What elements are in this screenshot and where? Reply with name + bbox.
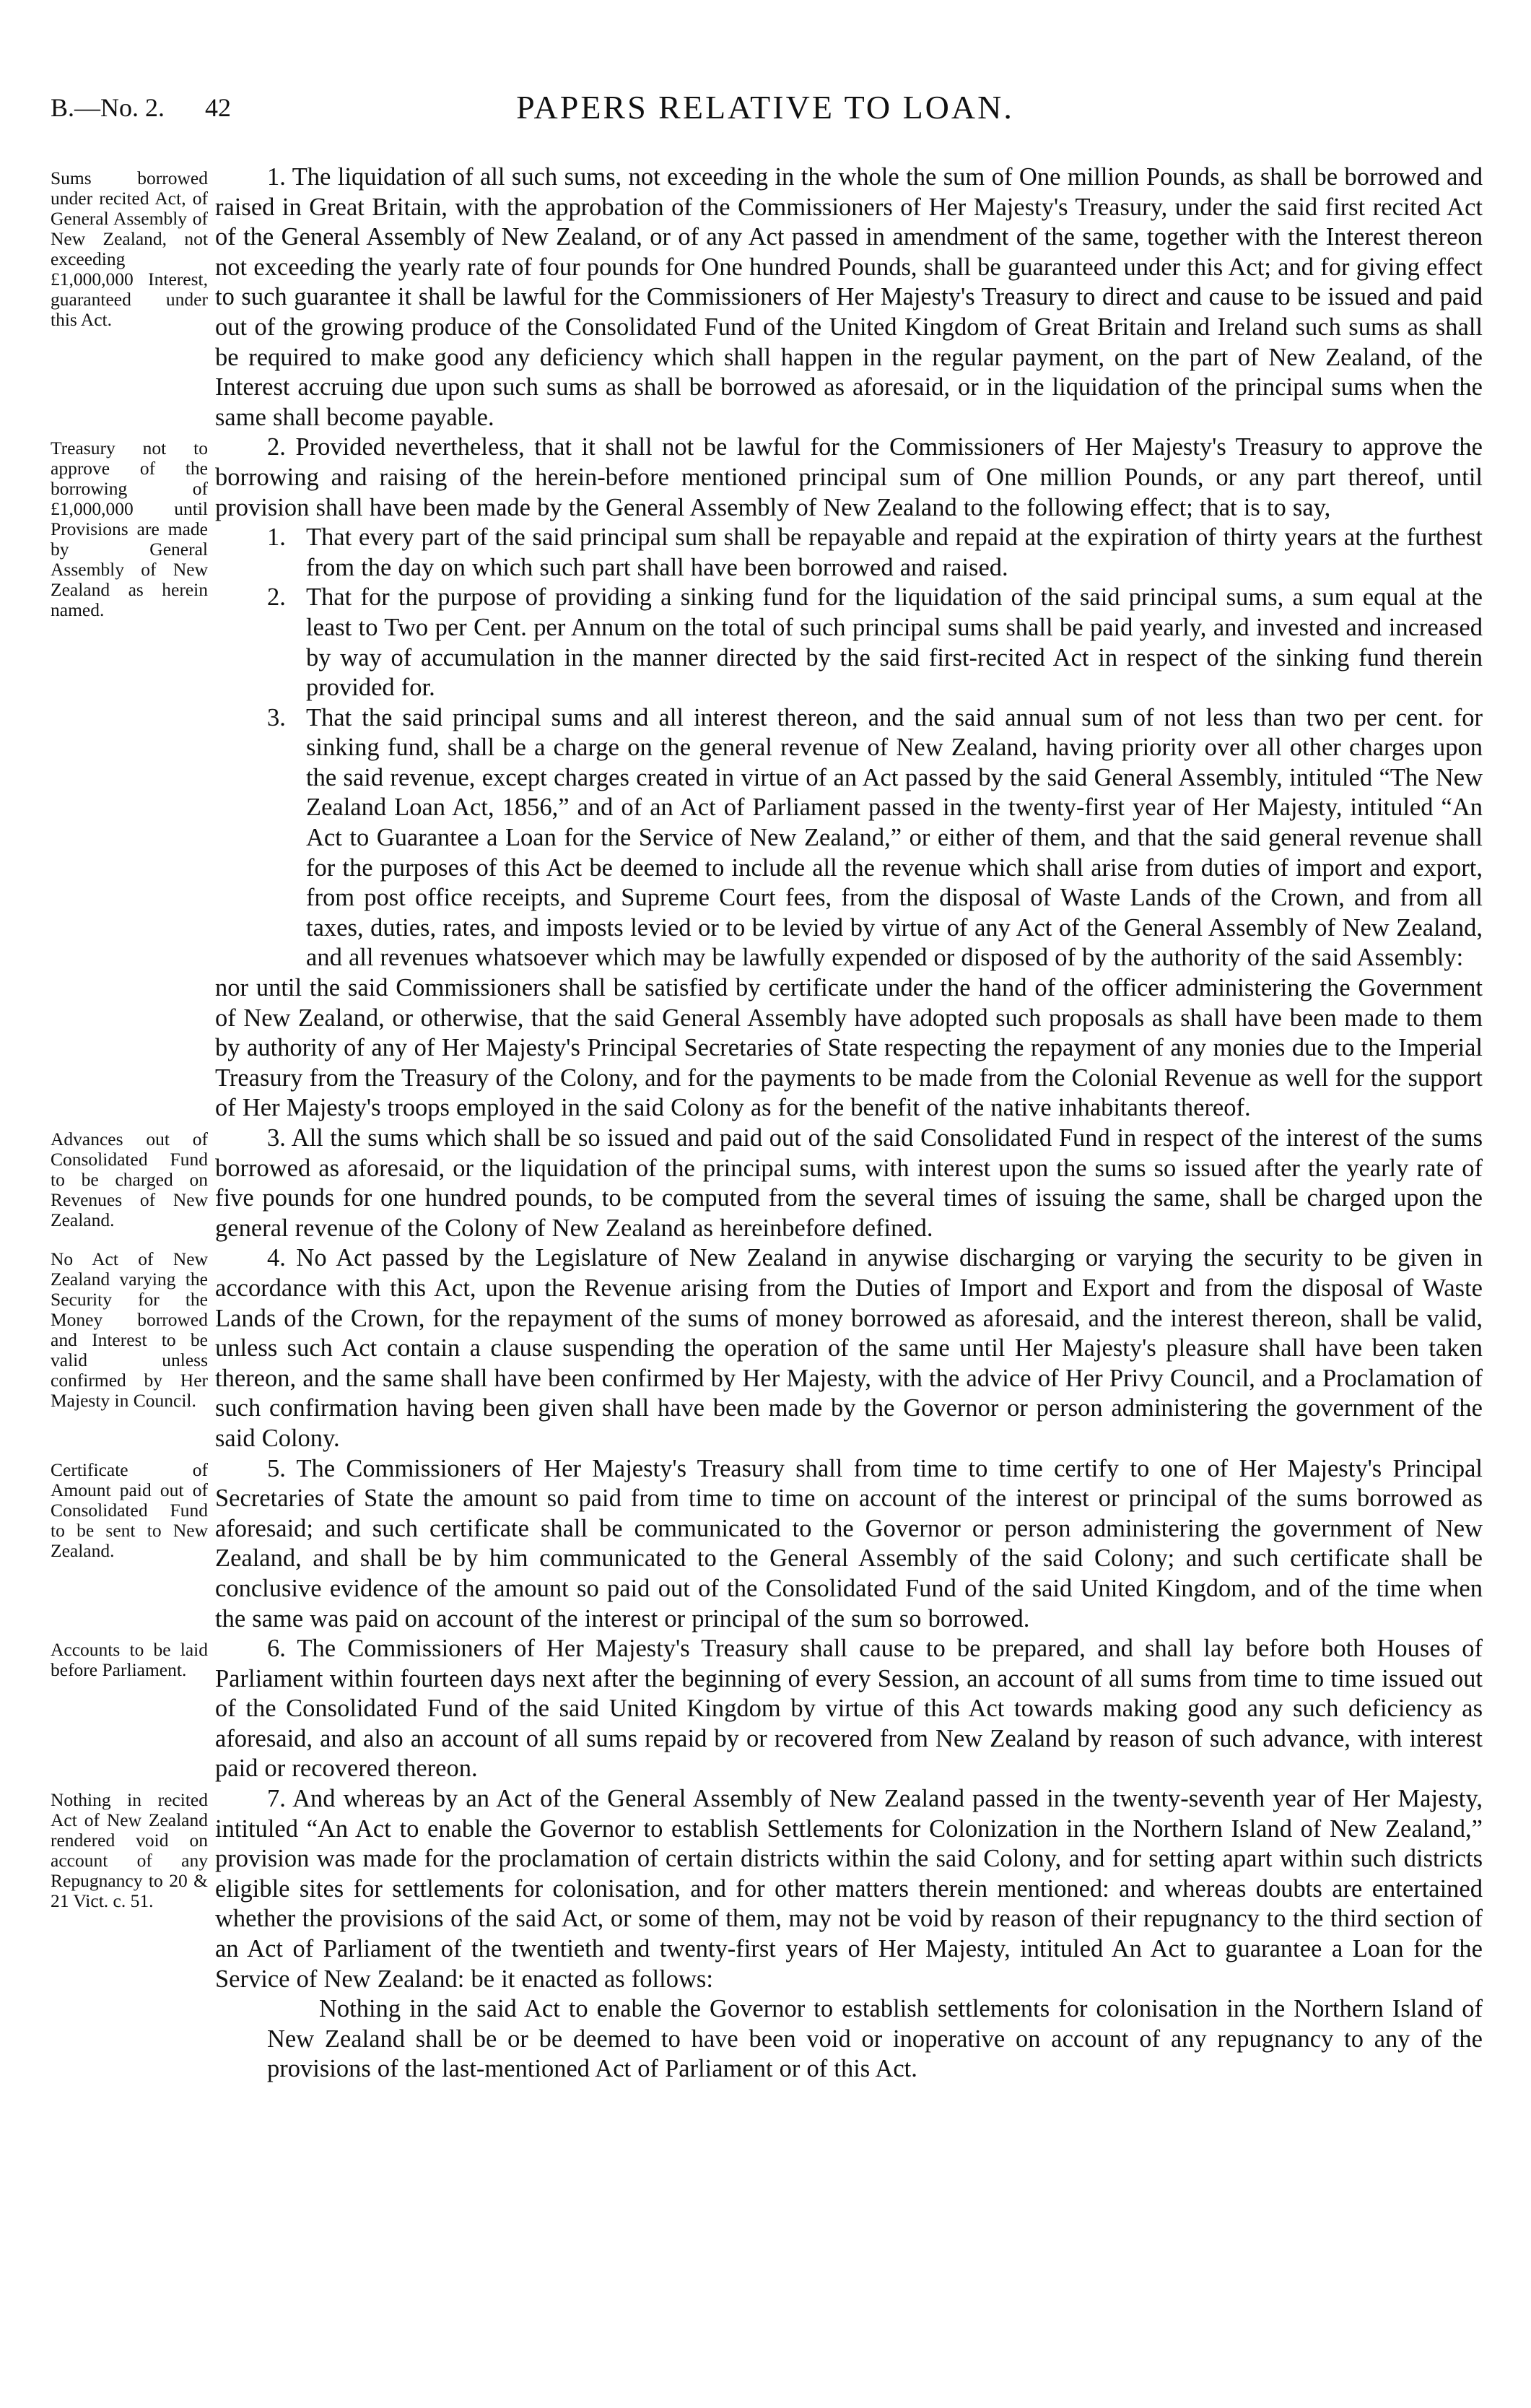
section-5 — [51, 1454, 1483, 1635]
section-text — [215, 433, 1483, 1123]
proviso-item — [267, 703, 1483, 973]
page-number: 42 — [205, 93, 231, 122]
paragraph: 6. The Commissioners of Her Majesty's Treasury shall cause to be prepared, and shall lay before both Houses of Parliament within fourteen days next after the beginning of every Session, an account of all sums from time to time issued out of the Consolidated Fund of the said United Kingdom by virtue of this Act towards making good any such deficiency as aforesaid, and also an account of all sums repaid by or recovered from New Zealand by reason of such advance, with interest paid or recovered thereon. — [215, 1635, 1483, 1783]
proviso-text: That for the purpose of providing a sinking fund for the liquidation of the said principal sums, a sum equal at the least to Two per Cent. per Annum on the total of such principal sums shall be paid yearly, and invested and increased by way of accumulation in the manner directed by the said first-recited Act in respect of the sinking fund therein provided for. — [306, 583, 1483, 702]
paragraph: 7. And whereas by an Act of the General Assembly of New Zealand passed in the twenty-seventh year of Her Majesty, intituled “An Act to enable the Governor to establish Settlements for Colonization in the Northern Island of New Zealand,” provision was made for the proclamation of certain districts within the said Colony, and for setting apart within such districts eligible sites for settlements for colonisation, and for other matters therein mentioned: and whereas doubts are entertained whether the provisions of the said Act, or some of them, may not be void by reason of their repugnancy to the third section of an Act of Parliament of the twentieth and twenty-first years of Her Majesty, intituled An Act to guarantee a Loan for the Service of New Zealand: be it enacted as follows: — [215, 1785, 1483, 1993]
section-4 — [51, 1243, 1483, 1453]
paragraph: 2. Provided nevertheless, that it shall not be lawful for the Commissioners of Her Majesty's Treasury to approve the borrowing and raising of the herein-before mentioned principal sum of One million Pounds, or any part thereof, until provision shall have been made by the General Assembly of New Zealand to the following effect; that is to say, — [215, 433, 1483, 521]
paragraph: 1. The liquidation of all such sums, not exceeding in the whole the sum of One million Pounds, as shall be borrowed and raised in Great Britain, with the approbation of the Commissioners of Her Majesty's Treasury, under the said first recited Act of the General Assembly of New Zealand, or of any Act passed in amendment of the same, together with the Interest thereon not exceeding the yearly rate of four pounds for One hundred Pounds, shall be guaranteed under this Act; and for giving effect to such guarantee it shall be lawful for the Commissioners of Her Majesty's Treasury to direct and cause to be issued and paid out of the growing produce of the Consolidated Fund of the United Kingdom of Great Britain and Ireland such sums as shall be required to make good any deficiency which shall happen in the regular payment, on the part of New Zealand, of the Interest accruing due upon such sums as shall be borrowed as aforesaid, or in the liquidation of the principal sums when the same shall become payable. — [215, 163, 1483, 431]
marginal-note: Sums borrowed under recited Act, of General Assembly of New Zealand, not exceeding £1,000,000 Interest, guaranteed under this Act. — [51, 168, 208, 330]
paragraph: 4. No Act passed by the Legislature of New Zealand in anywise discharging or varying the security to be given in accordance with this Act, upon the Revenue arising from the Duties of Import and Export and from the disposal of Waste Lands of the Crown, for the repayment of the sums of money borrowed as aforesaid, and the interest thereon, shall be valid, unless such Act contain a clause suspending the operation of the same until Her Majesty's pleasure shall have been taken thereon, and the same shall have been confirmed by Her Majesty, with the advice of Her Privy Council, and a Proclamation of such confirmation having been given shall have been made by the Governor or person administering the government of the said Colony. — [215, 1244, 1483, 1452]
section-text — [215, 1784, 1483, 2085]
closing-paragraph: nor until the said Commissioners shall be satisfied by certificate under the hand of the officer administering the Government of New Zealand, or otherwise, that the said General Assembly have adopted such proposals as shall have been made to them by authority of any of Her Majesty's Principal Secretaries of State respecting the repayment of any monies due to the Imperial Treasury from the Treasury of the Colony, and for the payments to be made from the Colonial Revenue as well for the support of Her Majesty's troops employed in the said Colony as for the benefit of the native inhabitants thereof. — [215, 974, 1483, 1122]
section-1 — [51, 162, 1483, 433]
marginal-note: Nothing in recited Act of New Zealand rendered void on account of any Repugnancy to 20 & 21 Vict. c. 51. — [51, 1789, 208, 1912]
section-text — [215, 1454, 1483, 1635]
marginal-note: No Act of New Zealand varying the Security for the Money borrowed and Interest to be valid unless confirmed by Her Majesty in Council. — [51, 1248, 208, 1412]
section-text — [215, 1634, 1483, 1784]
page-header — [51, 85, 1480, 136]
paragraph: 3. All the sums which shall be so issued and paid out of the said Consolidated Fund in respect of the interest of the sums borrowed as aforesaid, or the liquidation of the principal sums, with interest upon the sums so issued after the yearly rate of five pounds for one hundred pounds, to be computed from the several times of issuing the same, shall be charged upon the general revenue of the Colony of New Zealand as hereinbefore defined. — [215, 1124, 1483, 1242]
document-reference: B.—No. 2. — [51, 93, 165, 122]
proviso-item — [267, 523, 1483, 583]
section-text — [215, 1243, 1483, 1453]
proviso-number: 2. — [267, 583, 286, 612]
marginal-note: Accounts to be laid before Parliament. — [51, 1639, 208, 1681]
document-body — [51, 162, 1483, 2085]
section-text — [215, 1123, 1483, 1243]
page-title: PAPERS RELATIVE TO LOAN. — [516, 89, 1014, 126]
proviso-text: That the said principal sums and all interest thereon, and the said annual sum of not less than two per cent. for sinking fund, shall be a charge on the general revenue of New Zealand, having priority over all other charges upon the said revenue, except charges created in virtue of an Act passed by the said General Assembly, intituled “The New Zealand Loan Act, 1856,” and of an Act of Parliament passed in the twenty-first year of Her Majesty, intituled “An Act to Guarantee a Loan for the Service of New Zealand,” or either of them, and that the said general revenue shall for the purposes of this Act be deemed to include all the revenue which shall arise from duties of import and export, from post office receipts, and Supreme Court fees, from the disposal of Waste Lands of the Crown, and from all taxes, duties, rates, and imposts levied or to be levied by virtue of any Act of the General Assembly of New Zealand, and all revenues whatsoever which may be lawfully expended or disposed of by the authority of the said Assembly: — [306, 703, 1483, 972]
marginal-note: Advances out of Consolidated Fund to be charged on Revenues of New Zealand. — [51, 1129, 208, 1230]
proviso-number: 1. — [267, 523, 286, 552]
section-text — [215, 162, 1483, 433]
marginal-note: Treasury not to approve of the borrowing of £1,000,000 until Provisions are made by General Assembly of New Zealand as herein named. — [51, 438, 208, 621]
proviso-item — [267, 583, 1483, 703]
section-3 — [51, 1123, 1483, 1243]
paragraph: 5. The Commissioners of Her Majesty's Treasury shall from time to time certify to one of Her Majesty's Principal Secretaries of State the amount so paid from time to time on account of the interest or principal of the sums borrowed as aforesaid; and such certificate shall be communicated to the Governor or person administering the government of New Zealand, and shall be by him communicated to the General Assembly of the said Colony; and such certificate shall be conclusive evidence of the amount so paid out of the Consolidated Fund of the said United Kingdom, and of the time when the same was paid on account of the interest or principal of the sum so borrowed. — [215, 1454, 1483, 1633]
section-2 — [51, 433, 1483, 1123]
proviso-text: That every part of the said principal sum shall be repayable and repaid at the expiration of thirty years at the furthest from the day on which such part shall have been borrowed and raised. — [306, 523, 1483, 581]
proviso-list — [267, 523, 1483, 973]
section-7 — [51, 1784, 1483, 2085]
proviso-number: 3. — [267, 703, 286, 731]
marginal-note: Certificate of Amount paid out of Consolidated Fund to be sent to New Zealand. — [51, 1459, 208, 1561]
enacted-clause: Nothing in the said Act to enable the Governor to establish settlements for colonisation in the Northern Island of New Zealand shall be or be deemed to have been void or inoperative on account of any repugnancy to any of the provisions of the last-mentioned Act of Parliament or of this Act. — [267, 1995, 1483, 2083]
section-6 — [51, 1634, 1483, 1784]
